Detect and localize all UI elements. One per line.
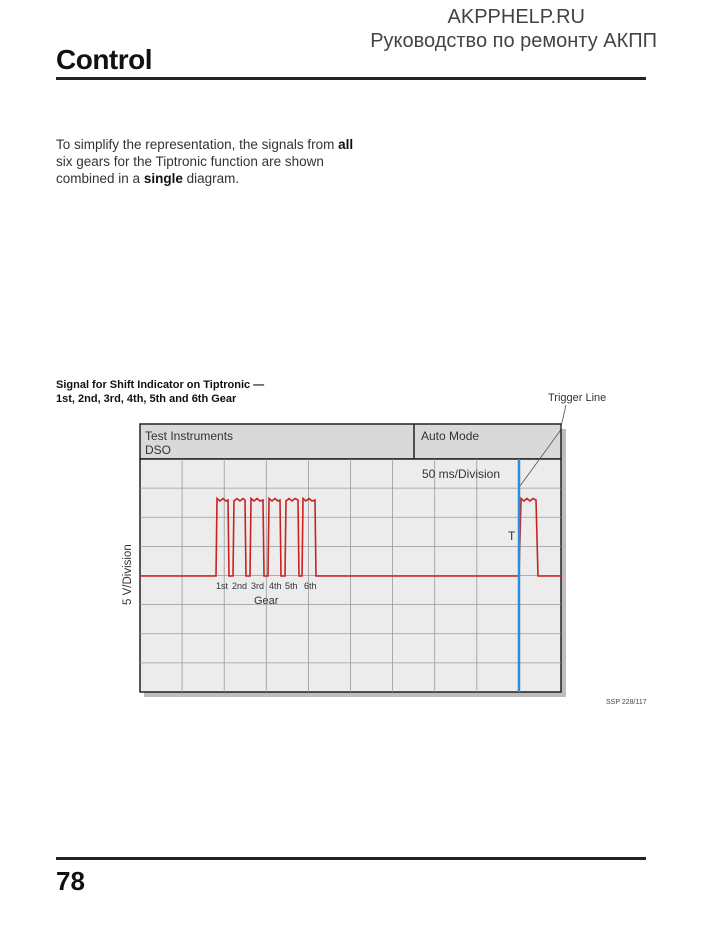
gear-label-5th: 5th [285, 581, 298, 591]
trigger-leader-2 [560, 405, 566, 431]
page-title: Control [56, 44, 153, 75]
gear-label-3rd: 3rd [251, 581, 265, 591]
gear-label-4th: 4th [269, 581, 282, 591]
gear-axis-label: Gear [254, 595, 279, 607]
gear-label-6th: 6th [304, 581, 317, 591]
intro-bold-single: single [143, 171, 183, 186]
figure-id: SSP 228/117 [606, 699, 647, 706]
caption-line-1: Signal for Shift Indicator on Tiptronic — [56, 379, 265, 391]
intro-text-2: six gears for the Tiptronic function are shown combined in a [56, 154, 324, 186]
intro-text-1: To simplify the representation, the signals from [56, 137, 339, 152]
watermark-subtitle: Руководство по ремонту АКПП [370, 30, 657, 52]
mode-label: Auto Mode [421, 429, 480, 443]
volt-division-label: 5 V/Division [122, 544, 134, 605]
gear-label-1st: 1st [216, 581, 229, 591]
time-division-label: 50 ms/Division [422, 467, 501, 481]
intro-text-3: diagram. [182, 171, 240, 186]
footer-rule [56, 857, 646, 860]
trigger-line-label: Trigger Line [548, 392, 607, 404]
instrument-label: Test Instruments [145, 429, 234, 443]
instrument-type-label: DSO [145, 443, 172, 457]
caption-line-2: 1st, 2nd, 3rd, 4th, 5th and 6th Gear [56, 393, 237, 405]
gear-label-2nd: 2nd [232, 581, 248, 591]
watermark-site: AKPPHELP.RU [447, 6, 585, 28]
page-number: 78 [56, 866, 85, 896]
intro-bold-all: all [338, 137, 354, 152]
trigger-marker: T [508, 529, 516, 543]
